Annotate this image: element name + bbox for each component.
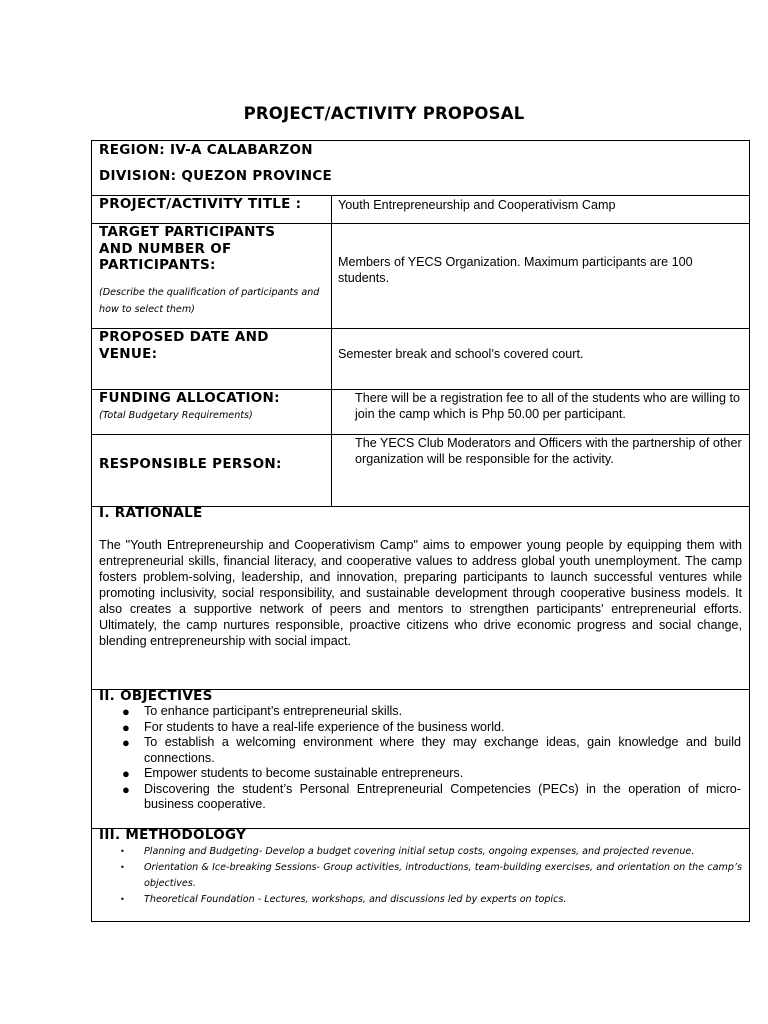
methodology-text: Theoretical Foundation - Lectures, workshops, and discussions led by experts on topics. (144, 894, 567, 905)
objective-text: To establish a welcoming environment where they may exchange ideas, gain knowledge and build connections. (144, 735, 741, 765)
bullet-icon: ● (122, 704, 130, 719)
objectives-heading: II. OBJECTIVES (99, 688, 213, 704)
funding-note: (Total Budgetary Requirements) (99, 410, 253, 421)
list-item (122, 735, 741, 766)
methodology-text: Orientation & Ice-breaking Sessions- Group activities, introductions, team-building exercises, and orientation on the camp’s objectives. (144, 862, 742, 889)
list-item (120, 860, 742, 892)
objective-text: Discovering the student’s Personal Entrepreneurial Competencies (PECs) in the operation of micro-business cooperative. (144, 781, 741, 811)
bullet-icon: • (120, 863, 125, 872)
participants-note: (Describe the qualification of participants and how to select them) (99, 287, 320, 315)
participants-label: TARGET PARTICIPANTS AND NUMBER OF PARTICIPANTS: (99, 224, 276, 273)
list-item (122, 720, 741, 736)
list-item (120, 844, 742, 860)
objective-text: For students to have a real-life experience of the business world. (144, 719, 505, 734)
participants-value: Members of YECS Organization. Maximum participants are 100 students. (338, 255, 693, 285)
project-title-label: PROJECT/ACTIVITY TITLE : (99, 196, 302, 212)
bullet-icon: ● (122, 735, 130, 750)
bullet-icon: • (120, 895, 125, 904)
rationale-heading: I. RATIONALE (99, 505, 203, 521)
region-label: REGION: IV-A CALABARZON (99, 142, 313, 158)
objectives-list (122, 704, 741, 813)
date-venue-value: Semester break and school’s covered court. (338, 347, 584, 361)
document-title: PROJECT/ACTIVITY PROPOSAL (243, 104, 525, 123)
methodology-text: Planning and Budgeting- Develop a budget covering initial setup costs, ongoing expenses, and projected revenue. (144, 846, 695, 857)
funding-label: FUNDING ALLOCATION: (99, 390, 280, 406)
division-label: DIVISION: QUEZON PROVINCE (99, 168, 333, 184)
methodology-list (120, 844, 742, 908)
list-item (120, 892, 742, 908)
column-divider (331, 195, 332, 506)
responsible-label: RESPONSIBLE PERSON: (99, 456, 282, 472)
funding-value: There will be a registration fee to all of the students who are willing to join the camp which is Php 50.00 per participant. (355, 391, 741, 421)
list-item (122, 782, 741, 813)
methodology-heading: III. METHODOLOGY (99, 827, 247, 843)
bullet-icon: ● (122, 766, 130, 781)
list-item (122, 766, 741, 782)
proposal-form (91, 140, 750, 922)
project-title-value: Youth Entrepreneurship and Cooperativism Camp (338, 198, 616, 212)
rationale-text: The "Youth Entrepreneurship and Cooperativism Camp" aims to empower young people by equipping them with entrepreneurial skills, financial literacy, and cooperative values to address global youth unemployment. The camp fosters problem-solving, leadership, and innovation, preparing participants to launch successful ventures while promoting inclusivity, social responsibility, and sustainable development through cooperative business models. It also creates a supportive network of peers and mentors to strengthen participants' entrepreneurial efforts. Ultimately, the camp nurtures responsible, proactive citizens who drive economic progress and social change, blending entrepreneurship with social impact. (99, 538, 742, 648)
list-item (122, 704, 741, 720)
objective-text: Empower students to become sustainable entrepreneurs. (144, 766, 464, 780)
responsible-value: The YECS Club Moderators and Officers with the partnership of other organization will be responsible for the activity. (355, 436, 742, 466)
bullet-icon: ● (122, 719, 130, 735)
bullet-icon: • (120, 847, 125, 856)
bullet-icon: ● (122, 781, 130, 797)
date-venue-label: PROPOSED DATE AND VENUE: (99, 329, 269, 362)
objective-text: To enhance participant’s entrepreneurial skills. (144, 704, 403, 718)
